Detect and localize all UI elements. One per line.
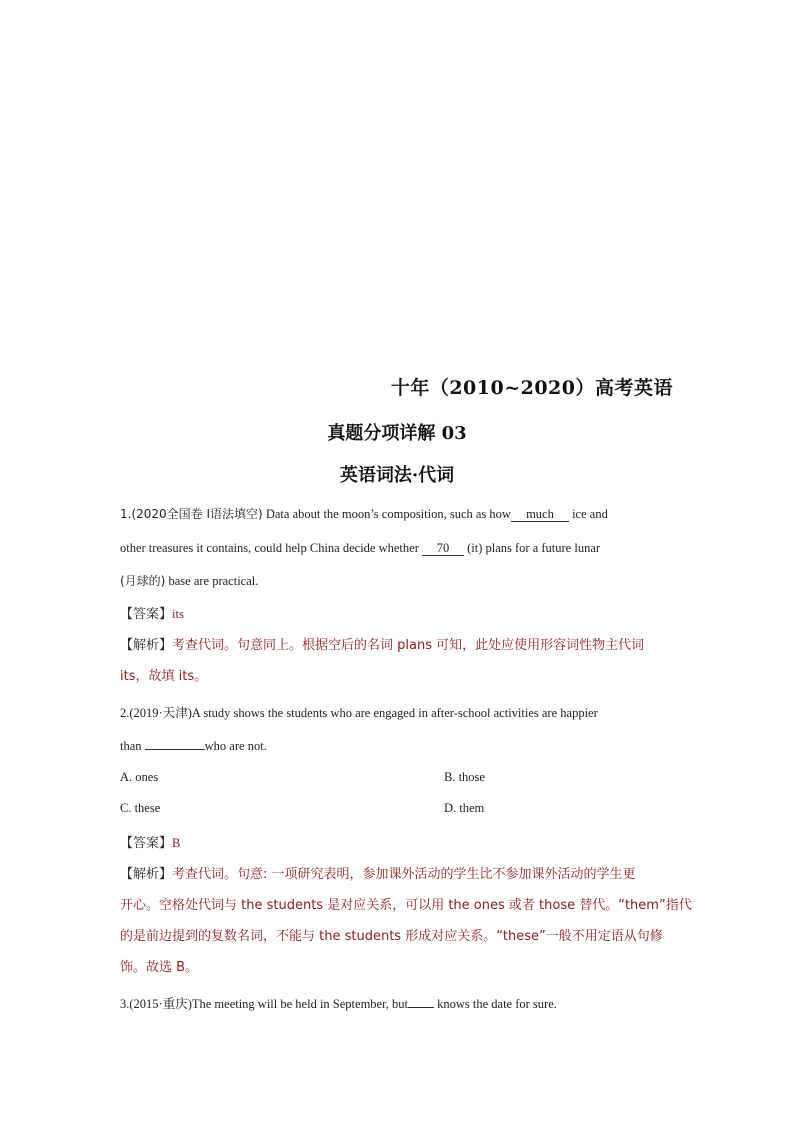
q1-number-source: 1.(2020全国卷 I语法填空): [120, 507, 263, 521]
q1-blank-1: much: [511, 507, 569, 522]
q2-answer-row: [120, 832, 180, 851]
q2-analysis-label: 【解析】: [120, 867, 173, 882]
q2-blank: [145, 749, 205, 750]
q3-line1: [120, 994, 557, 1012]
q3-line1-b: knows the date for sure.: [433, 997, 557, 1011]
q1-line3-cn: (月球的): [120, 574, 166, 588]
q2-analysis-line3: [120, 925, 663, 944]
q2-option-d: D. them: [444, 801, 485, 815]
q2-line2-a: than: [120, 739, 145, 753]
q2-analysis-3: 的是前边提到的复数名词，不能与 the students 形成对应关系。“these”一般不用定语从句修: [120, 929, 663, 944]
q1-text-a: Data about the moon’s composition, such as how: [262, 507, 511, 521]
q2-analysis-2: 开心。空格处代词与 the students 是对应关系，可以用 the ones 或者 those 替代。“them”指代: [120, 898, 692, 913]
q2-analysis-line1: [120, 863, 636, 882]
q2-line2-b: who are not.: [204, 739, 267, 753]
q1-answer-row: [120, 603, 184, 622]
q2-answer-label: 【答案】: [120, 836, 173, 851]
q1-line3-en: base are practical.: [165, 574, 259, 588]
document-title: 十年（2010~2020）高考英语: [390, 377, 673, 399]
q1-analysis-line1: [120, 634, 644, 653]
q2-answer: B: [172, 836, 181, 850]
q1-analysis-2: its，故填 its。: [120, 669, 208, 684]
q2-option-a: A. ones: [120, 770, 159, 784]
q2-line1: [120, 703, 598, 721]
q2-analysis-line4: [120, 956, 198, 975]
section-title: 英语词法·代词: [339, 465, 455, 486]
q2-option-b: B. those: [444, 770, 485, 784]
q1-line1: [120, 505, 608, 522]
q1-line2-a: other treasures it contains, could help China decide whether: [120, 541, 422, 555]
q1-analysis-label: 【解析】: [120, 638, 173, 653]
document-subtitle: 真题分项详解 03: [327, 423, 467, 444]
q2-analysis-4: 饰。故选 B。: [120, 960, 199, 975]
q3-blank: [408, 1007, 434, 1008]
q1-analysis-1: 考查代词。句意同上。根据空后的名词 plans 可知，此处应使用形容词性物主代词: [172, 638, 645, 653]
q1-line3: [120, 572, 258, 589]
q1-answer-label: 【答案】: [120, 607, 173, 622]
q2-option-c: C. these: [120, 801, 161, 815]
q3-line1-a: 3.(2015·重庆)The meeting will be held in September, but: [120, 997, 408, 1011]
q2-line2: [120, 739, 267, 754]
q1-analysis-line2: [120, 665, 207, 684]
q1-blank-2: 70: [422, 541, 464, 556]
q2-analysis-line2: [120, 894, 692, 913]
q2-line1-text: 2.(2019·天津)A study shows the students who are engaged in after-school activities are happier: [120, 706, 598, 720]
q1-answer: its: [172, 607, 184, 621]
q1-line2: [120, 541, 600, 556]
q2-analysis-1: 考查代词。句意: 一项研究表明，参加课外活动的学生比不参加课外活动的学生更: [172, 867, 636, 882]
q1-line2-b: (it) plans for a future lunar: [463, 541, 601, 555]
q1-text-b: ice and: [568, 507, 608, 521]
